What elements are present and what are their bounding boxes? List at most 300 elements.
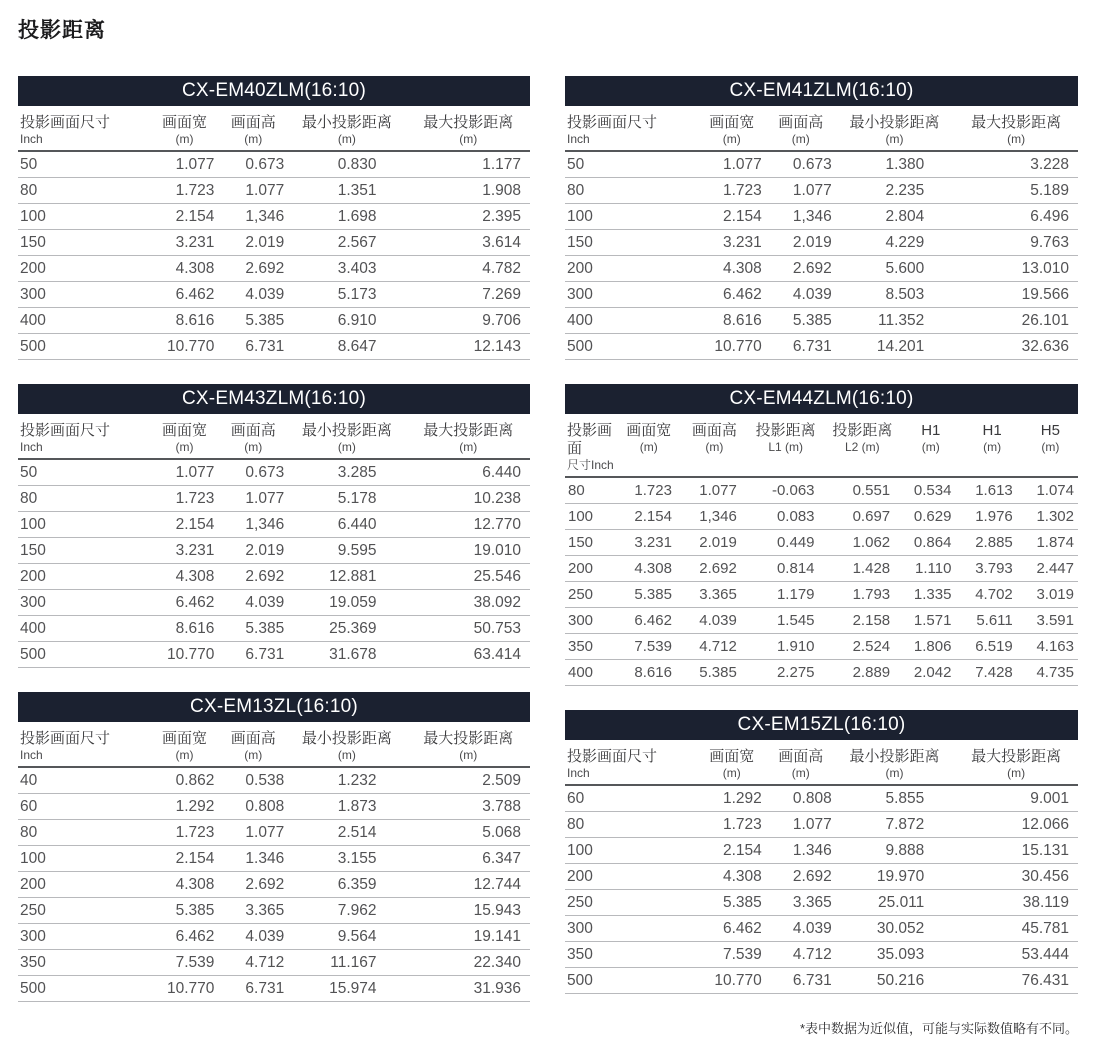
- table-cell: 6.462: [150, 282, 220, 308]
- table-cell: 1.292: [697, 785, 767, 812]
- table-cell: 31.678: [287, 642, 406, 668]
- table-cell: 63.414: [407, 642, 530, 668]
- table-cell: 1.723: [697, 812, 767, 838]
- column-header: 最大投影距离 (m): [407, 106, 530, 151]
- table-cell: 300: [565, 916, 697, 942]
- table-row: [565, 204, 1078, 230]
- table-cell: 5.189: [954, 178, 1078, 204]
- table-cell: 26.101: [954, 308, 1078, 334]
- table-cell: 6.462: [150, 924, 220, 950]
- table-cell: 2.154: [150, 512, 220, 538]
- table-cell: 0.808: [219, 794, 287, 820]
- table-cell: 2.019: [682, 530, 747, 556]
- table-cell: 1.077: [767, 812, 835, 838]
- table-cell: 0.830: [287, 151, 406, 178]
- table-cell: 1.793: [825, 582, 901, 608]
- table-row: [18, 616, 530, 642]
- table-cell: 19.010: [407, 538, 530, 564]
- table-title-bar: CX-EM40ZLM(16:10): [18, 76, 530, 106]
- table-cell: 6.731: [219, 976, 287, 1002]
- table-cell: 250: [18, 898, 150, 924]
- table-cell: 40: [18, 767, 150, 794]
- table-cell: 350: [18, 950, 150, 976]
- table-cell: 2.042: [900, 660, 961, 686]
- table-title-bar: CX-EM13ZL(16:10): [18, 692, 530, 722]
- table-cell: 1.976: [961, 504, 1022, 530]
- table-cell: 5.385: [219, 616, 287, 642]
- table-cell: 1.723: [150, 486, 220, 512]
- table-cell: 0.864: [900, 530, 961, 556]
- column-header: 最大投影距离 (m): [954, 106, 1078, 151]
- table-cell: 2.154: [150, 846, 220, 872]
- table-cell: 2.019: [767, 230, 835, 256]
- table-cell: 3.231: [150, 230, 220, 256]
- column-header: 最大投影距离 (m): [954, 740, 1078, 785]
- table-row: [18, 151, 530, 178]
- table-row: [18, 282, 530, 308]
- table-cell: 1.571: [900, 608, 961, 634]
- column-header-row: [565, 106, 1078, 151]
- column-header: 投影画面尺寸 Inch: [18, 106, 150, 151]
- table-cell: 2.154: [697, 838, 767, 864]
- table-cell: 12.066: [954, 812, 1078, 838]
- table-cell: 19.970: [835, 864, 955, 890]
- table-cell: 4.308: [697, 256, 767, 282]
- table-cell: 6.731: [219, 642, 287, 668]
- table-cell: 0.673: [767, 151, 835, 178]
- table-cell: 8.616: [697, 308, 767, 334]
- column-header: 画面高 (m): [219, 106, 287, 151]
- table-row: [18, 924, 530, 950]
- table-cell: 300: [565, 608, 616, 634]
- page-title: 投影距离: [18, 19, 106, 42]
- table-cell: 0.697: [825, 504, 901, 530]
- column-header: 最小投影距离 (m): [287, 414, 406, 459]
- table-cell: 38.119: [954, 890, 1078, 916]
- table-cell: 0.449: [747, 530, 825, 556]
- column-header: 最小投影距离 (m): [287, 722, 406, 767]
- table-cell: 0.534: [900, 477, 961, 504]
- table-cell: 1.723: [150, 178, 220, 204]
- table-cell: 200: [565, 256, 697, 282]
- table-cell: 350: [565, 942, 697, 968]
- column-header: 投影画面尺寸 Inch: [565, 740, 697, 785]
- table-cell: 300: [18, 590, 150, 616]
- table-cell: 4.039: [219, 282, 287, 308]
- table-cell: 6.359: [287, 872, 406, 898]
- table-cell: 0.673: [219, 459, 287, 486]
- table-cell: 6.519: [961, 634, 1022, 660]
- table-cell: 5.385: [767, 308, 835, 334]
- table-row: [18, 256, 530, 282]
- table-cell: 3.793: [961, 556, 1022, 582]
- table-cell: 4.039: [767, 916, 835, 942]
- table-title-bar: CX-EM43ZLM(16:10): [18, 384, 530, 414]
- column-header: 画面高 (m): [219, 722, 287, 767]
- table-cell: 1.077: [219, 820, 287, 846]
- table-cell: 1.077: [219, 486, 287, 512]
- table-cell: 5.855: [835, 785, 955, 812]
- table-cell: 3.365: [682, 582, 747, 608]
- table-cell: 1.351: [287, 178, 406, 204]
- table-cell: 53.444: [954, 942, 1078, 968]
- table-cell: 9.706: [407, 308, 530, 334]
- table-cell: 80: [565, 477, 616, 504]
- table-cell: 100: [565, 504, 616, 530]
- table-cell: 2.885: [961, 530, 1022, 556]
- table-cell: 9.564: [287, 924, 406, 950]
- table-cell: 50: [565, 151, 697, 178]
- column-header: 最小投影距离 (m): [287, 106, 406, 151]
- table-cell: 7.539: [697, 942, 767, 968]
- table-cell: 3.403: [287, 256, 406, 282]
- table-cell: 7.872: [835, 812, 955, 838]
- column-header: 画面宽 (m): [150, 106, 220, 151]
- table-cell: 3.285: [287, 459, 406, 486]
- table-cell: 1.346: [767, 838, 835, 864]
- table-row: [565, 556, 1078, 582]
- table-cell: 1.077: [697, 151, 767, 178]
- table-row: [565, 178, 1078, 204]
- table-cell: 6.462: [697, 282, 767, 308]
- table-row: [565, 660, 1078, 686]
- table-cell: 0.551: [825, 477, 901, 504]
- table-cell: 150: [565, 230, 697, 256]
- table-cell: 1.346: [219, 846, 287, 872]
- table-cell: 1.077: [682, 477, 747, 504]
- column-header: 画面宽 (m): [616, 414, 682, 477]
- table-cell: 4.308: [150, 564, 220, 590]
- table-cell: 1.077: [150, 459, 220, 486]
- table-cell: 2.692: [682, 556, 747, 582]
- table-cell: 1.232: [287, 767, 406, 794]
- table-cell: 1.723: [616, 477, 682, 504]
- table-row: [565, 838, 1078, 864]
- table-cell: 2.395: [407, 204, 530, 230]
- table-cell: 3.228: [954, 151, 1078, 178]
- table-cell: 9.595: [287, 538, 406, 564]
- projection-table-cx-em44zlm: [565, 384, 1078, 686]
- right-column: [565, 76, 1078, 1037]
- table-cell: 2.692: [219, 564, 287, 590]
- table-cell: 300: [18, 282, 150, 308]
- column-header-row: [18, 106, 530, 151]
- table-cell: 80: [565, 812, 697, 838]
- table-cell: 11.167: [287, 950, 406, 976]
- table-row: [18, 642, 530, 668]
- table-cell: 4.735: [1023, 660, 1078, 686]
- table-cell: 2.692: [767, 864, 835, 890]
- table-cell: 1.874: [1023, 530, 1078, 556]
- table-row: [565, 334, 1078, 360]
- table-cell: 2.692: [219, 256, 287, 282]
- table-row: [18, 976, 530, 1002]
- table-cell: 3.365: [767, 890, 835, 916]
- table-cell: 9.763: [954, 230, 1078, 256]
- column-header-row: [18, 414, 530, 459]
- table-cell: 4.308: [697, 864, 767, 890]
- table-cell: 1.302: [1023, 504, 1078, 530]
- table-cell: 0.808: [767, 785, 835, 812]
- table-cell: 1.077: [150, 151, 220, 178]
- table-cell: 6.462: [616, 608, 682, 634]
- table-cell: 13.010: [954, 256, 1078, 282]
- table-cell: 400: [18, 616, 150, 642]
- table-cell: 3.155: [287, 846, 406, 872]
- table-cell: 400: [565, 308, 697, 334]
- tables-grid: [18, 76, 1078, 1037]
- table-cell: 200: [565, 556, 616, 582]
- table-cell: 2.447: [1023, 556, 1078, 582]
- table-cell: 2.019: [219, 230, 287, 256]
- table-cell: 31.936: [407, 976, 530, 1002]
- table-row: [565, 504, 1078, 530]
- table-cell: 4.039: [219, 590, 287, 616]
- table-cell: 4.782: [407, 256, 530, 282]
- table-cell: 12.770: [407, 512, 530, 538]
- table-cell: 2.154: [697, 204, 767, 230]
- projection-distance-table: [18, 722, 530, 1002]
- table-row: [565, 890, 1078, 916]
- column-header-row: [18, 722, 530, 767]
- table-cell: 6.440: [407, 459, 530, 486]
- table-cell: 3.788: [407, 794, 530, 820]
- table-cell: 6.910: [287, 308, 406, 334]
- table-cell: 5.385: [697, 890, 767, 916]
- table-cell: 30.456: [954, 864, 1078, 890]
- table-cell: 0.538: [219, 767, 287, 794]
- table-row: [565, 477, 1078, 504]
- column-header: 画面高 (m): [767, 740, 835, 785]
- table-row: [18, 590, 530, 616]
- table-cell: 10.770: [150, 976, 220, 1002]
- table-cell: 1,346: [219, 204, 287, 230]
- table-cell: 15.943: [407, 898, 530, 924]
- table-cell: 1.335: [900, 582, 961, 608]
- table-cell: 1.074: [1023, 477, 1078, 504]
- table-cell: 6.731: [767, 968, 835, 994]
- column-header: 投影画面尺寸 Inch: [18, 414, 150, 459]
- projection-distance-table: [565, 106, 1078, 360]
- table-row: [18, 334, 530, 360]
- table-cell: 500: [18, 334, 150, 360]
- projection-table-cx-em43zlm: [18, 384, 530, 668]
- table-cell: 1.077: [767, 178, 835, 204]
- column-header: 最小投影距离 (m): [835, 740, 955, 785]
- table-cell: 6.462: [697, 916, 767, 942]
- table-cell: 1.910: [747, 634, 825, 660]
- table-title-bar: CX-EM44ZLM(16:10): [565, 384, 1078, 414]
- table-cell: 1.062: [825, 530, 901, 556]
- table-cell: 1.908: [407, 178, 530, 204]
- table-cell: 100: [565, 838, 697, 864]
- table-cell: 6.440: [287, 512, 406, 538]
- table-cell: 3.231: [150, 538, 220, 564]
- table-cell: 2.509: [407, 767, 530, 794]
- table-cell: 100: [565, 204, 697, 230]
- table-cell: 4.712: [767, 942, 835, 968]
- table-cell: 2.524: [825, 634, 901, 660]
- column-header: 投影画面尺寸 Inch: [565, 106, 697, 151]
- table-cell: 50: [18, 459, 150, 486]
- table-cell: 3.591: [1023, 608, 1078, 634]
- table-cell: 300: [18, 924, 150, 950]
- table-row: [565, 942, 1078, 968]
- table-cell: 400: [565, 660, 616, 686]
- table-cell: 6.496: [954, 204, 1078, 230]
- column-header: H1 (m): [961, 414, 1022, 477]
- table-row: [18, 898, 530, 924]
- table-row: [565, 151, 1078, 178]
- table-cell: 2.154: [616, 504, 682, 530]
- table-cell: 12.143: [407, 334, 530, 360]
- table-cell: 3.019: [1023, 582, 1078, 608]
- table-row: [18, 178, 530, 204]
- table-cell: 2.154: [150, 204, 220, 230]
- table-cell: 3.365: [219, 898, 287, 924]
- column-header: 画面高 (m): [767, 106, 835, 151]
- table-cell: 7.539: [616, 634, 682, 660]
- table-cell: 2.158: [825, 608, 901, 634]
- table-cell: 3.614: [407, 230, 530, 256]
- table-cell: 8.647: [287, 334, 406, 360]
- column-header-row: [565, 740, 1078, 785]
- table-cell: 500: [565, 334, 697, 360]
- table-cell: 3.231: [616, 530, 682, 556]
- table-cell: 300: [565, 282, 697, 308]
- table-cell: 45.781: [954, 916, 1078, 942]
- table-cell: 8.503: [835, 282, 955, 308]
- table-cell: 50.753: [407, 616, 530, 642]
- column-header: 画面宽 (m): [697, 740, 767, 785]
- table-cell: 32.636: [954, 334, 1078, 360]
- table-cell: 15.974: [287, 976, 406, 1002]
- table-row: [565, 308, 1078, 334]
- table-cell: 8.616: [150, 308, 220, 334]
- table-cell: 1.077: [219, 178, 287, 204]
- table-cell: 7.428: [961, 660, 1022, 686]
- table-cell: 76.431: [954, 968, 1078, 994]
- projection-distance-table: [18, 414, 530, 668]
- table-cell: 5.178: [287, 486, 406, 512]
- table-cell: 0.862: [150, 767, 220, 794]
- table-cell: 25.546: [407, 564, 530, 590]
- table-cell: 2.692: [219, 872, 287, 898]
- column-header: 最大投影距离 (m): [407, 722, 530, 767]
- column-header: 最大投影距离 (m): [407, 414, 530, 459]
- table-cell: 2.235: [835, 178, 955, 204]
- table-cell: 250: [565, 582, 616, 608]
- column-header: 画面宽 (m): [150, 722, 220, 767]
- table-cell: 3.231: [697, 230, 767, 256]
- table-cell: 8.616: [150, 616, 220, 642]
- table-row: [18, 308, 530, 334]
- table-cell: 35.093: [835, 942, 955, 968]
- table-cell: 200: [565, 864, 697, 890]
- table-row: [18, 846, 530, 872]
- table-cell: 9.888: [835, 838, 955, 864]
- left-column: [18, 76, 530, 1026]
- table-cell: 7.269: [407, 282, 530, 308]
- table-cell: 4.308: [616, 556, 682, 582]
- table-cell: 1,346: [219, 512, 287, 538]
- table-cell: 1.179: [747, 582, 825, 608]
- column-header: H5 (m): [1023, 414, 1078, 477]
- table-row: [18, 950, 530, 976]
- table-cell: 10.238: [407, 486, 530, 512]
- table-cell: 4.308: [150, 256, 220, 282]
- table-cell: 100: [18, 846, 150, 872]
- table-cell: 2.804: [835, 204, 955, 230]
- table-row: [565, 968, 1078, 994]
- table-cell: 30.052: [835, 916, 955, 942]
- table-row: [18, 230, 530, 256]
- table-cell: 2.019: [219, 538, 287, 564]
- table-cell: 5.385: [616, 582, 682, 608]
- table-row: [18, 459, 530, 486]
- table-cell: 150: [18, 230, 150, 256]
- table-cell: 11.352: [835, 308, 955, 334]
- table-cell: 7.962: [287, 898, 406, 924]
- column-header: 投影距离 L2 (m): [825, 414, 901, 477]
- table-row: [565, 634, 1078, 660]
- table-cell: 1.428: [825, 556, 901, 582]
- table-cell: 80: [565, 178, 697, 204]
- table-cell: 200: [18, 256, 150, 282]
- column-header: 画面高 (m): [682, 414, 747, 477]
- table-title-bar: CX-EM15ZL(16:10): [565, 710, 1078, 740]
- table-row: [565, 582, 1078, 608]
- table-cell: -0.063: [747, 477, 825, 504]
- table-cell: 4.039: [219, 924, 287, 950]
- table-cell: 1.698: [287, 204, 406, 230]
- table-cell: 1.545: [747, 608, 825, 634]
- table-cell: 1.723: [150, 820, 220, 846]
- table-cell: 10.770: [150, 642, 220, 668]
- table-cell: 80: [18, 820, 150, 846]
- table-cell: 19.059: [287, 590, 406, 616]
- table-cell: 4.163: [1023, 634, 1078, 660]
- table-cell: 1.873: [287, 794, 406, 820]
- table-cell: 2.692: [767, 256, 835, 282]
- table-cell: 80: [18, 486, 150, 512]
- table-cell: 150: [565, 530, 616, 556]
- table-cell: 2.275: [747, 660, 825, 686]
- table-cell: 350: [565, 634, 616, 660]
- table-row: [565, 230, 1078, 256]
- projection-distance-table: [565, 740, 1078, 994]
- column-header-row: [565, 414, 1078, 477]
- table-cell: 2.889: [825, 660, 901, 686]
- table-cell: 250: [565, 890, 697, 916]
- table-cell: 19.141: [407, 924, 530, 950]
- table-cell: 0.083: [747, 504, 825, 530]
- table-row: [565, 530, 1078, 556]
- table-cell: 1,346: [682, 504, 747, 530]
- table-row: [18, 794, 530, 820]
- table-cell: 4.308: [150, 872, 220, 898]
- table-row: [565, 916, 1078, 942]
- table-cell: 5.611: [961, 608, 1022, 634]
- table-cell: 1,346: [767, 204, 835, 230]
- approximation-footnote: *表中数据为近似值，可能与实际数值略有不同。: [799, 1021, 1078, 1036]
- table-cell: 50.216: [835, 968, 955, 994]
- table-cell: 15.131: [954, 838, 1078, 864]
- projection-table-cx-em13zl: [18, 692, 530, 1002]
- table-cell: 10.770: [697, 334, 767, 360]
- table-cell: 60: [18, 794, 150, 820]
- column-header: 画面宽 (m): [150, 414, 220, 459]
